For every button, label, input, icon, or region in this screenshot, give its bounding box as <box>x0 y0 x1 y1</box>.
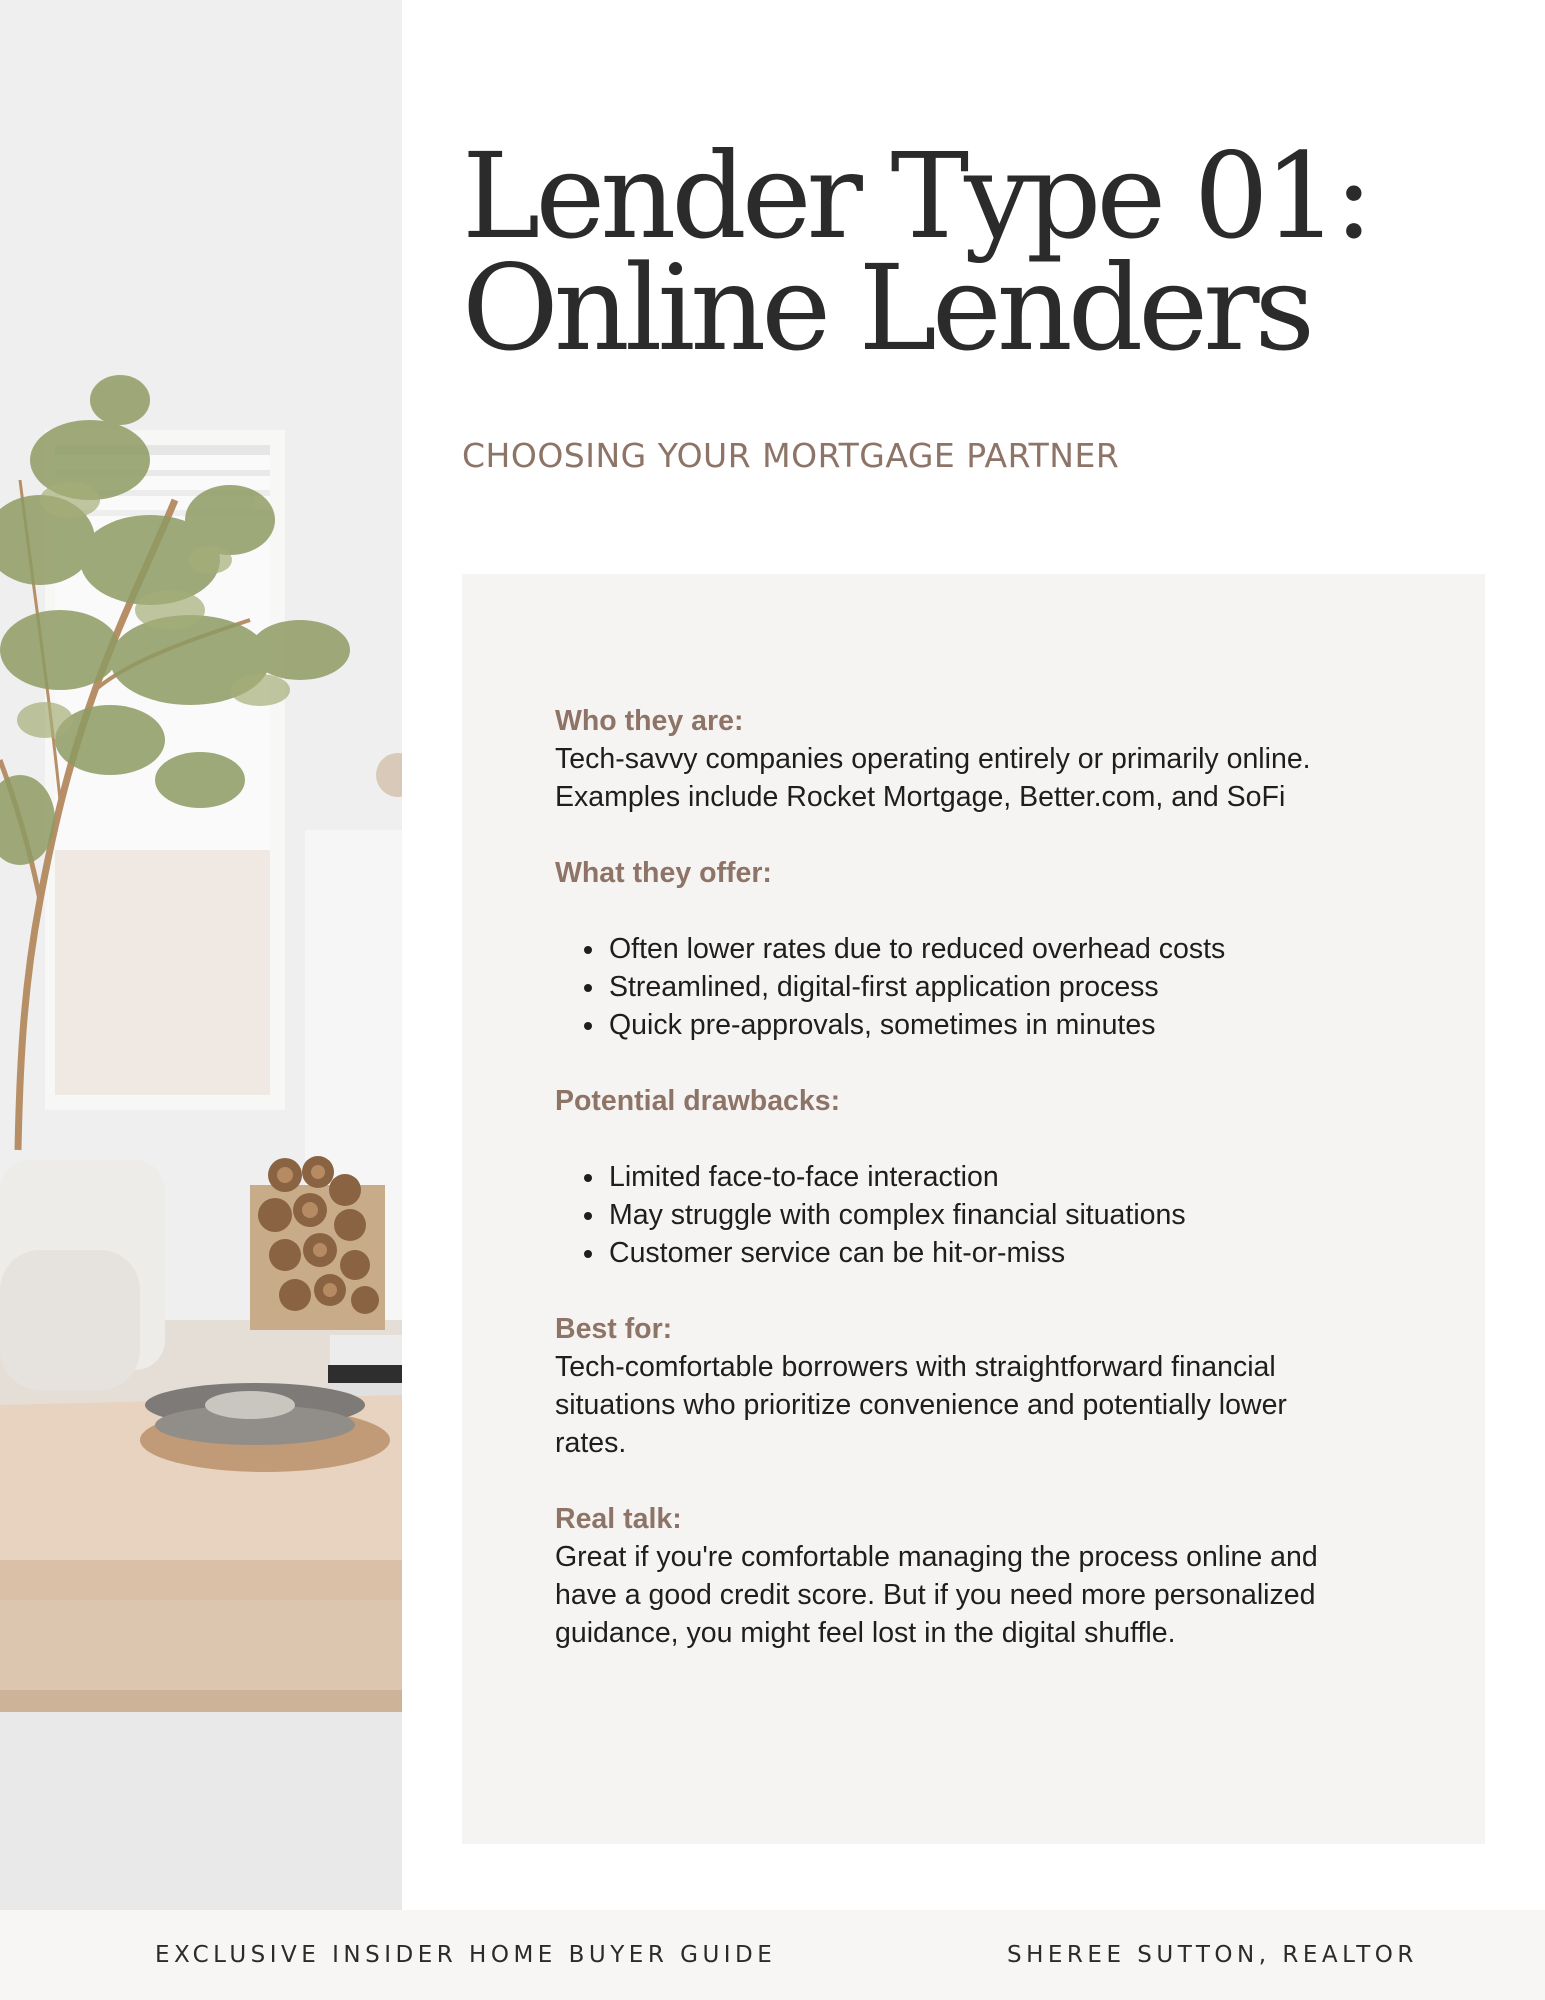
best-for-heading: Best for: <box>555 1313 673 1345</box>
card-content <box>555 702 1435 1652</box>
best-for-line: Tech-comfortable borrowers with straightforward financial <box>555 1351 1276 1383</box>
list-item: • Limited face-to-face interaction <box>607 1158 1435 1196</box>
offer-heading: What they offer: <box>555 857 772 889</box>
footer-bar <box>0 1910 1545 2000</box>
footer-guide-label: EXCLUSIVE INSIDER HOME BUYER GUIDE <box>155 1942 777 1968</box>
list-item: • Quick pre-approvals, sometimes in minutes <box>607 1006 1435 1044</box>
who-heading: Who they are: <box>555 705 744 737</box>
best-for-line: rates. <box>555 1427 627 1459</box>
drawbacks-heading: Potential drawbacks: <box>555 1085 841 1117</box>
list-item: • May struggle with complex financial situations <box>607 1196 1435 1234</box>
best-for-line: situations who prioritize convenience and potentially lower <box>555 1389 1287 1421</box>
title-line-1: Lender Type 01: <box>462 127 1369 265</box>
list-item: • Often lower rates due to reduced overhead costs <box>607 930 1435 968</box>
footer-author: SHEREE SUTTON, REALTOR <box>1007 1942 1418 1968</box>
living-room-illustration <box>0 0 402 1910</box>
interior-photo <box>0 0 402 1910</box>
list-item: • Streamlined, digital-first application process <box>607 968 1435 1006</box>
list-item: • Customer service can be hit-or-miss <box>607 1234 1435 1272</box>
real-talk-line: guidance, you might feel lost in the digital shuffle. <box>555 1617 1176 1649</box>
who-line: Examples include Rocket Mortgage, Better.com, and SoFi <box>555 781 1286 813</box>
offer-list <box>555 930 1435 1044</box>
title-line-2: Online Lenders <box>462 239 1311 377</box>
page-subtitle: CHOOSING YOUR MORTGAGE PARTNER <box>462 436 1120 475</box>
real-talk-heading: Real talk: <box>555 1503 682 1535</box>
drawbacks-list <box>555 1158 1435 1272</box>
real-talk-line: have a good credit score. But if you need more personalized <box>555 1579 1316 1611</box>
real-talk-line: Great if you're comfortable managing the process online and <box>555 1541 1318 1573</box>
who-line: Tech-savvy companies operating entirely or primarily online. <box>555 743 1311 775</box>
page-title <box>462 127 1502 377</box>
